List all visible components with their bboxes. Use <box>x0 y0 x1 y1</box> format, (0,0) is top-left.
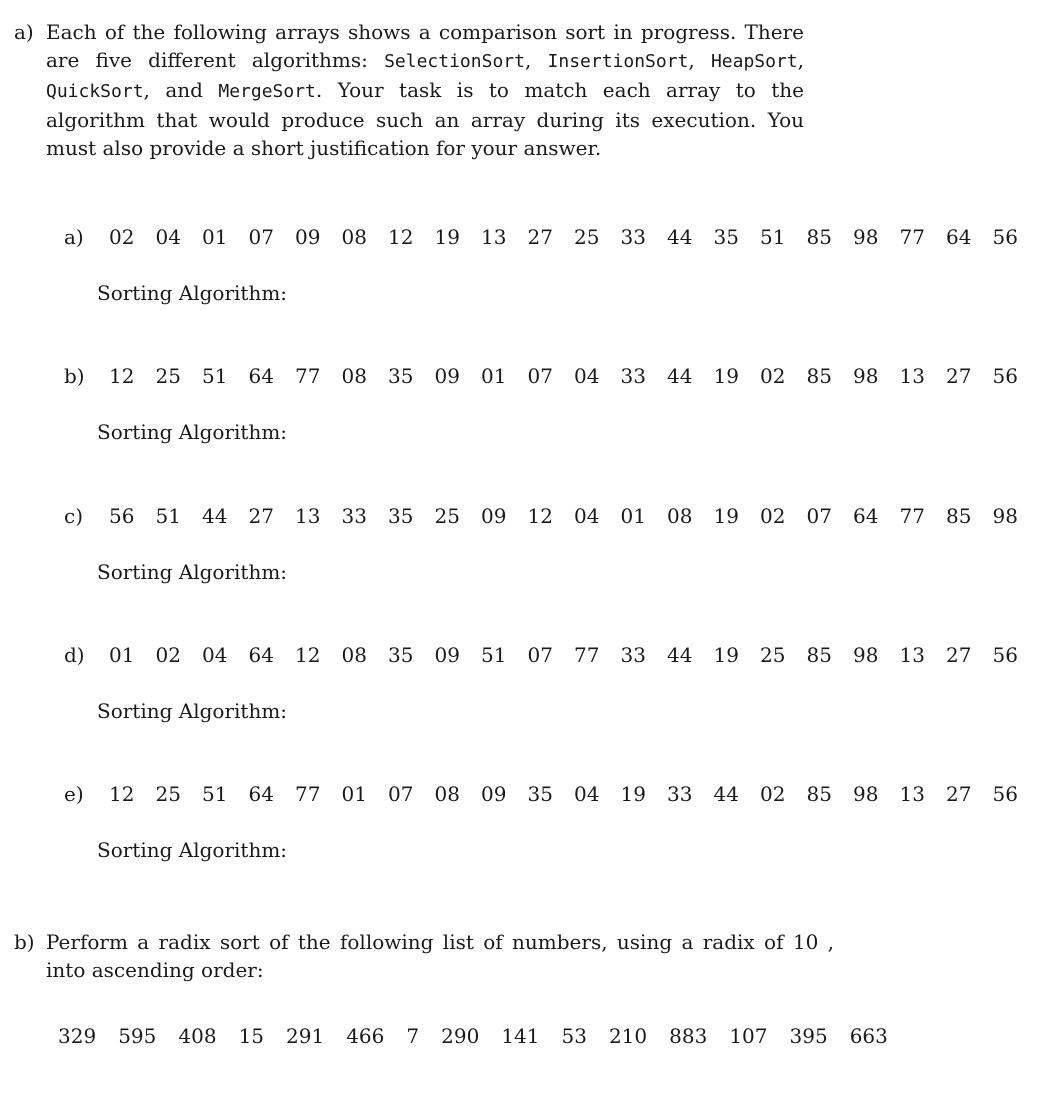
array-value: 27 <box>248 504 274 528</box>
array-value: 19 <box>434 225 460 249</box>
array-value: 35 <box>713 225 739 249</box>
array-value: 25 <box>434 504 460 528</box>
array-value: 19 <box>713 643 739 667</box>
algo-selection-sort: SelectionSort <box>384 51 525 72</box>
array-values <box>109 222 1039 252</box>
question-a-text-1: Each of the following arrays shows a comparison sort in progress. There are five different algorithms: <box>46 20 804 72</box>
question-a-text <box>46 18 804 162</box>
array-value: 09 <box>481 504 507 528</box>
array-value: 09 <box>295 225 321 249</box>
array-value: 35 <box>527 782 553 806</box>
array-value: 07 <box>527 643 553 667</box>
array-row-label: a) <box>64 225 84 249</box>
array-value: 44 <box>667 225 693 249</box>
radix-number: 408 <box>178 1024 217 1048</box>
array-value: 04 <box>155 225 181 249</box>
array-value: 12 <box>527 504 553 528</box>
array-value: 33 <box>667 782 693 806</box>
sorting-algorithm-label: Sorting Algorithm: <box>97 420 288 444</box>
array-value: 13 <box>899 782 925 806</box>
array-values <box>109 501 1039 531</box>
array-row-label: c) <box>64 504 84 528</box>
array-value: 51 <box>202 364 228 388</box>
array-value: 09 <box>481 782 507 806</box>
array-value: 64 <box>248 782 274 806</box>
radix-number: 53 <box>561 1024 587 1048</box>
array-value: 07 <box>388 782 414 806</box>
array-value: 51 <box>481 643 507 667</box>
array-value: 04 <box>574 364 600 388</box>
array-value: 01 <box>481 364 507 388</box>
array-value: 85 <box>806 782 832 806</box>
array-value: 35 <box>388 643 414 667</box>
array-value: 51 <box>155 504 181 528</box>
algo-quick-sort: QuickSort <box>46 81 144 102</box>
array-value: 33 <box>620 364 646 388</box>
array-value: 51 <box>760 225 786 249</box>
radix-number: 210 <box>608 1024 648 1048</box>
array-value: 02 <box>760 504 786 528</box>
array-value: 56 <box>109 504 135 528</box>
array-value: 01 <box>202 225 228 249</box>
array-value: 25 <box>155 364 181 388</box>
array-value: 08 <box>434 782 460 806</box>
array-value: 64 <box>946 225 972 249</box>
array-value: 01 <box>620 504 646 528</box>
array-value: 19 <box>713 364 739 388</box>
sep-3: , <box>797 48 805 72</box>
array-value: 98 <box>992 504 1018 528</box>
sorting-algorithm-label: Sorting Algorithm: <box>97 838 288 862</box>
array-value: 09 <box>434 643 460 667</box>
array-value: 25 <box>155 782 181 806</box>
radix-number: 663 <box>849 1024 888 1048</box>
array-value: 44 <box>667 364 693 388</box>
sep-2: , <box>688 48 711 72</box>
array-values <box>109 640 1039 670</box>
array-value: 85 <box>806 225 832 249</box>
array-value: 98 <box>853 225 879 249</box>
question-b-text: Perform a radix sort of the following list of numbers, using a radix of 10 , into ascending order: <box>46 930 834 982</box>
array-value: 12 <box>109 364 135 388</box>
question-b <box>14 928 834 984</box>
array-value: 35 <box>388 504 414 528</box>
sep-1: , <box>524 48 548 72</box>
array-value: 85 <box>806 364 832 388</box>
array-value: 77 <box>574 643 600 667</box>
array-value: 35 <box>388 364 414 388</box>
array-value: 51 <box>202 782 228 806</box>
radix-number: 7 <box>406 1024 420 1048</box>
array-value: 98 <box>853 364 879 388</box>
array-value: 56 <box>992 782 1018 806</box>
array-value: 33 <box>341 504 367 528</box>
question-b-label: b) <box>14 930 35 954</box>
radix-number: 883 <box>669 1024 708 1048</box>
sorting-algorithm-label: Sorting Algorithm: <box>97 699 288 723</box>
radix-number: 107 <box>729 1024 768 1048</box>
array-value: 07 <box>248 225 274 249</box>
array-value: 27 <box>527 225 553 249</box>
array-value: 98 <box>853 782 879 806</box>
radix-number: 15 <box>238 1024 265 1048</box>
array-value: 64 <box>248 643 274 667</box>
radix-number: 466 <box>346 1024 385 1048</box>
algo-merge-sort: MergeSort <box>218 81 316 102</box>
radix-number: 141 <box>501 1024 540 1048</box>
sorting-algorithm-label: Sorting Algorithm: <box>97 281 288 305</box>
radix-number: 395 <box>789 1024 828 1048</box>
array-value: 77 <box>295 782 321 806</box>
array-value: 33 <box>620 225 646 249</box>
array-value: 13 <box>899 364 925 388</box>
array-value: 98 <box>853 643 879 667</box>
array-value: 77 <box>899 504 925 528</box>
array-value: 33 <box>620 643 646 667</box>
array-value: 25 <box>760 643 786 667</box>
question-a-label: a) <box>14 20 34 44</box>
array-value: 27 <box>946 364 972 388</box>
array-value: 09 <box>434 364 460 388</box>
array-value: 44 <box>202 504 228 528</box>
array-value: 25 <box>574 225 600 249</box>
array-value: 04 <box>574 782 600 806</box>
radix-number: 291 <box>286 1024 325 1048</box>
radix-number: 329 <box>58 1024 97 1048</box>
radix-numbers <box>58 1021 888 1051</box>
array-values <box>109 361 1039 391</box>
question-a <box>14 18 804 162</box>
array-value: 77 <box>899 225 925 249</box>
array-value: 19 <box>620 782 646 806</box>
array-value: 08 <box>341 364 367 388</box>
array-value: 77 <box>295 364 321 388</box>
array-value: 08 <box>341 643 367 667</box>
array-value: 56 <box>992 643 1018 667</box>
sep-4: , and <box>143 78 219 102</box>
sorting-algorithm-label: Sorting Algorithm: <box>97 560 288 584</box>
array-value: 07 <box>806 504 832 528</box>
array-value: 13 <box>481 225 507 249</box>
radix-number: 595 <box>118 1024 157 1048</box>
array-row-label: b) <box>64 364 85 388</box>
array-value: 02 <box>760 364 786 388</box>
array-value: 04 <box>574 504 600 528</box>
array-value: 27 <box>946 782 972 806</box>
array-value: 13 <box>899 643 925 667</box>
array-value: 56 <box>992 225 1018 249</box>
array-value: 12 <box>295 643 321 667</box>
array-value: 01 <box>109 643 135 667</box>
array-value: 13 <box>295 504 321 528</box>
radix-number: 290 <box>441 1024 480 1048</box>
array-value: 08 <box>667 504 693 528</box>
array-value: 02 <box>155 643 181 667</box>
algo-insertion-sort: InsertionSort <box>547 51 689 72</box>
array-values <box>109 779 1039 809</box>
array-value: 12 <box>109 782 135 806</box>
array-value: 85 <box>946 504 972 528</box>
array-value: 27 <box>946 643 972 667</box>
array-value: 56 <box>992 364 1018 388</box>
array-value: 07 <box>527 364 553 388</box>
array-value: 19 <box>713 504 739 528</box>
array-row-label: e) <box>64 782 84 806</box>
array-value: 02 <box>760 782 786 806</box>
array-value: 08 <box>341 225 367 249</box>
array-value: 04 <box>202 643 228 667</box>
array-value: 01 <box>341 782 367 806</box>
array-row-label: d) <box>64 643 85 667</box>
algo-heap-sort: HeapSort <box>710 51 798 72</box>
array-value: 64 <box>853 504 879 528</box>
question-a-text-2: . Your task is to match each array to the algorithm that would produce such an array during its execution. You must also provide a short justification for your answer. <box>46 78 804 160</box>
array-value: 44 <box>667 643 693 667</box>
array-value: 85 <box>806 643 832 667</box>
array-value: 12 <box>388 225 414 249</box>
array-value: 64 <box>248 364 274 388</box>
array-value: 02 <box>109 225 135 249</box>
array-value: 44 <box>713 782 739 806</box>
